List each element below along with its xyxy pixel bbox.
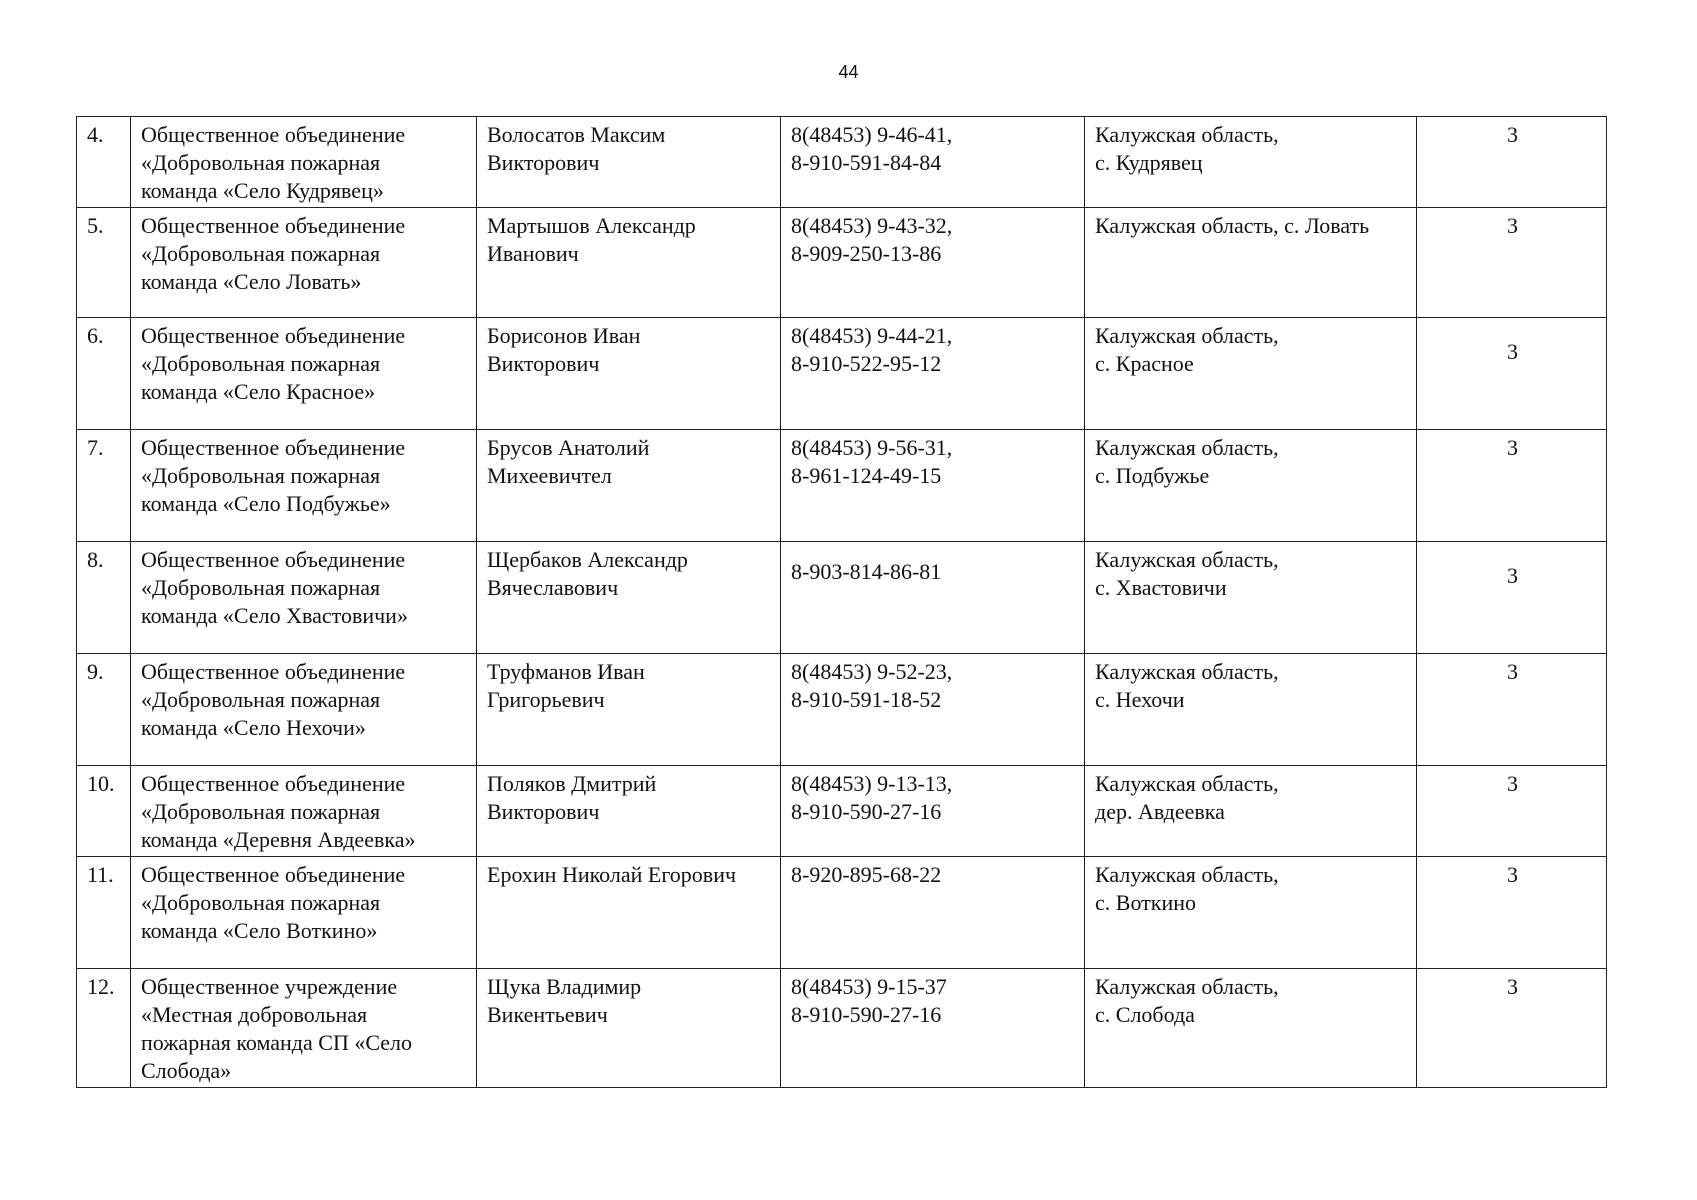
head-name: Борисонов Иван Викторович bbox=[477, 318, 781, 430]
phone-numbers: 8-920-895-68-22 bbox=[781, 857, 1085, 969]
head-name: Труфманов Иван Григорьевич bbox=[477, 654, 781, 766]
row-number: 8. bbox=[77, 542, 131, 654]
member-count: 3 bbox=[1417, 318, 1607, 430]
table-row bbox=[77, 117, 1607, 208]
organization-name: Общественное объединение «Добровольная пожарная команда «Село Красное» bbox=[131, 318, 477, 430]
row-number: 6. bbox=[77, 318, 131, 430]
table-row bbox=[77, 857, 1607, 969]
organization-name: Общественное объединение «Добровольная пожарная команда «Село Хвастовичи» bbox=[131, 542, 477, 654]
head-name: Щука Владимир Викентьевич bbox=[477, 969, 781, 1088]
head-name: Поляков Дмитрий Викторович bbox=[477, 766, 781, 857]
organization-name: Общественное объединение «Добровольная пожарная команда «Село Ловать» bbox=[131, 208, 477, 318]
phone-numbers: 8(48453) 9-46-41, 8-910-591-84-84 bbox=[781, 117, 1085, 208]
address: Калужская область, с. Подбужье bbox=[1085, 430, 1417, 542]
fire-brigade-table bbox=[76, 116, 1607, 1088]
address: Калужская область, с. Красное bbox=[1085, 318, 1417, 430]
organization-name: Общественное объединение «Добровольная пожарная команда «Село Нехочи» bbox=[131, 654, 477, 766]
organization-name: Общественное объединение «Добровольная пожарная команда «Село Воткино» bbox=[131, 857, 477, 969]
address: Калужская область, с. Нехочи bbox=[1085, 654, 1417, 766]
table-row bbox=[77, 654, 1607, 766]
organization-name: Общественное объединение «Добровольная пожарная команда «Село Подбужье» bbox=[131, 430, 477, 542]
member-count: 3 bbox=[1417, 969, 1607, 1088]
phone-numbers: 8(48453) 9-13-13, 8-910-590-27-16 bbox=[781, 766, 1085, 857]
organization-name: Общественное учреждение «Местная добровольная пожарная команда СП «Село Слобода» bbox=[131, 969, 477, 1088]
head-name: Волосатов Максим Викторович bbox=[477, 117, 781, 208]
address: Калужская область, с. Слобода bbox=[1085, 969, 1417, 1088]
row-number: 12. bbox=[77, 969, 131, 1088]
row-number: 11. bbox=[77, 857, 131, 969]
head-name: Брусов Анатолий Михеевичтел bbox=[477, 430, 781, 542]
member-count: 3 bbox=[1417, 654, 1607, 766]
table-row bbox=[77, 542, 1607, 654]
organization-name: Общественное объединение «Добровольная пожарная команда «Село Кудрявец» bbox=[131, 117, 477, 208]
member-count: 3 bbox=[1417, 208, 1607, 318]
phone-numbers: 8(48453) 9-43-32, 8-909-250-13-86 bbox=[781, 208, 1085, 318]
table-row bbox=[77, 766, 1607, 857]
member-count: 3 bbox=[1417, 430, 1607, 542]
member-count: 3 bbox=[1417, 542, 1607, 654]
head-name: Мартышов Александр Иванович bbox=[477, 208, 781, 318]
phone-numbers: 8(48453) 9-52-23, 8-910-591-18-52 bbox=[781, 654, 1085, 766]
organization-name: Общественное объединение «Добровольная пожарная команда «Деревня Авдеевка» bbox=[131, 766, 477, 857]
phone-numbers: 8(48453) 9-44-21, 8-910-522-95-12 bbox=[781, 318, 1085, 430]
row-number: 4. bbox=[77, 117, 131, 208]
address: Калужская область, с. Кудрявец bbox=[1085, 117, 1417, 208]
row-number: 7. bbox=[77, 430, 131, 542]
address: Калужская область, с. Воткино bbox=[1085, 857, 1417, 969]
address: Калужская область, с. Хвастовичи bbox=[1085, 542, 1417, 654]
table-row bbox=[77, 318, 1607, 430]
table-row bbox=[77, 430, 1607, 542]
phone-numbers: 8-903-814-86-81 bbox=[781, 542, 1085, 654]
head-name: Ерохин Николай Егорович bbox=[477, 857, 781, 969]
phone-numbers: 8(48453) 9-15-37 8-910-590-27-16 bbox=[781, 969, 1085, 1088]
member-count: 3 bbox=[1417, 857, 1607, 969]
table-row bbox=[77, 208, 1607, 318]
member-count: 3 bbox=[1417, 766, 1607, 857]
head-name: Щербаков Александр Вячеславович bbox=[477, 542, 781, 654]
address: Калужская область, дер. Авдеевка bbox=[1085, 766, 1417, 857]
table-row bbox=[77, 969, 1607, 1088]
row-number: 10. bbox=[77, 766, 131, 857]
row-number: 9. bbox=[77, 654, 131, 766]
phone-numbers: 8(48453) 9-56-31, 8-961-124-49-15 bbox=[781, 430, 1085, 542]
row-number: 5. bbox=[77, 208, 131, 318]
page-number: 44 bbox=[838, 62, 859, 82]
address: Калужская область, с. Ловать bbox=[1085, 208, 1417, 318]
member-count: 3 bbox=[1417, 117, 1607, 208]
